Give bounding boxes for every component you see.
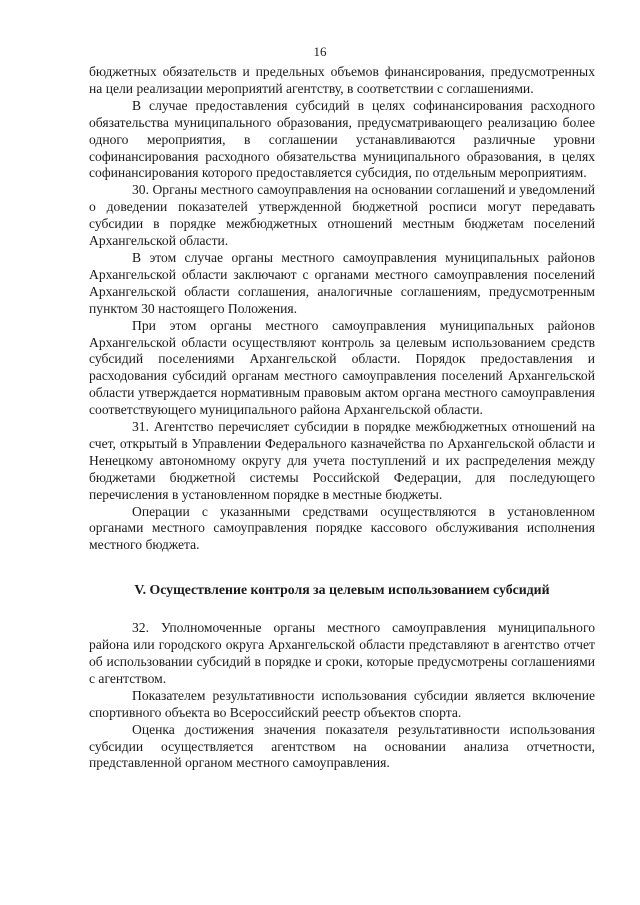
paragraph: В этом случае органы местного самоуправления муниципальных районов Архангельской области заключают с органами местного самоуправления поселений Архангельской области соглашения, аналогичные соглашениям, предусмотренным пунктом 30 настоящего Положения. [89, 249, 595, 316]
paragraph-item-31: 31. Агентство перечисляет субсидии в порядке межбюджетных отношений на счет, открытый в Управлении Федерального казначейства по Архангельской области и Ненецкому автономному округу для учета поступлений и их распределения между бюджетами бюджетной системы Российской Федерации, для последующего перечисления в установленном порядке в местные бюджеты. [89, 419, 595, 502]
paragraph: При этом органы местного самоуправления муниципальных районов Архангельской области осуществляют контроль за целевым использованием средств субсидий поселениями Архангельской области. Порядок предоставления и расходования субсидий органам местного самоуправления поселений Архангельской области утверждается нормативным правовым актом органа местного самоуправления соответствующего муниципального района Архангельской области. [89, 317, 595, 418]
document-body [89, 64, 595, 772]
paragraph: Оценка достижения значения показателя результативности использования субсидии осуществляется агентством на основании анализа отчетности, представленной органом местного самоуправления. [89, 721, 595, 771]
page-number: 16 [313, 44, 327, 59]
paragraph: Показателем результативности использования субсидии является включение спортивного объекта во Всероссийский реестр объектов спорта. [89, 687, 595, 720]
paragraph: Операции с указанными средствами осуществляются в установленном органами местного самоуправления порядке кассового обслуживания исполнения местного бюджета. [89, 503, 595, 553]
section-heading: V. Осуществление контроля за целевым использованием субсидий [134, 582, 550, 598]
paragraph-item-30: 30. Органы местного самоуправления на основании соглашений и уведомлений о доведении показателей утвержденной бюджетной росписи могут передавать субсидии в порядке межбюджетных отношений местным бюджетам поселений Архангельской области. [89, 182, 595, 249]
paragraph-item-32: 32. Уполномоченные органы местного самоуправления муниципального района или городского округа Архангельской области представляют в агентство отчет об использовании субсидий в порядке и сроки, которые предусмотрены соглашениями с агентством. [89, 620, 595, 686]
paragraph: В случае предоставления субсидий в целях софинансирования расходного обязательства муниципального образования, предусматривающего реализацию более одного мероприятия, в соглашении устанавливаются различные уровни софинансирования расходного обязательства муниципального образования, в целях софинансирования которого предоставляется субсидия, по отдельным мероприятиям. [89, 97, 595, 181]
paragraph-continuation: бюджетных обязательств и предельных объемов финансирования, предусмотренных на цели реализации мероприятий агентству, в соответствии с соглашениями. [89, 64, 595, 96]
